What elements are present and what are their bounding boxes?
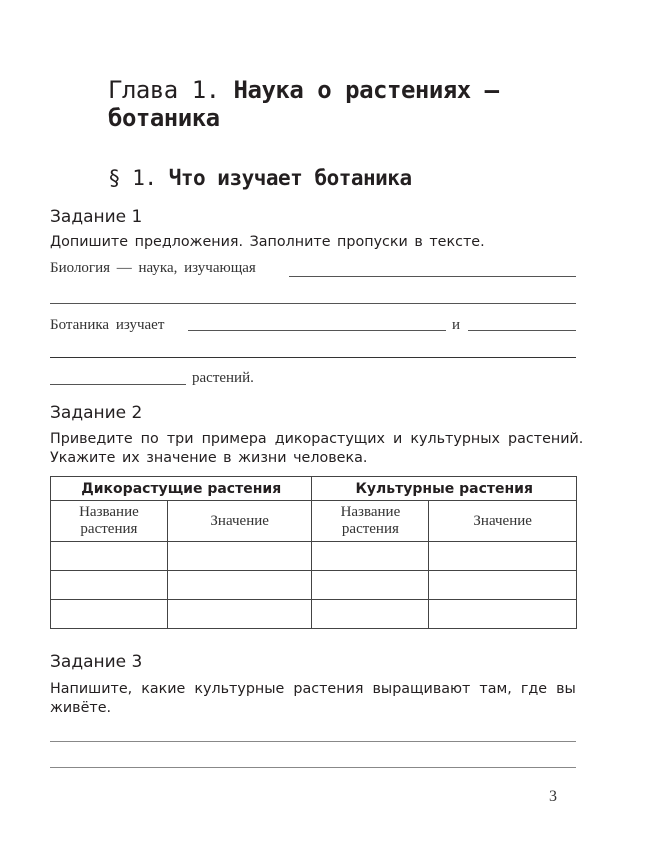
task1-sentence2-start: Ботаника изучает bbox=[50, 317, 165, 333]
table-row bbox=[51, 600, 577, 629]
table-row bbox=[51, 571, 577, 600]
section-title bbox=[108, 166, 412, 190]
page-number: 3 bbox=[549, 788, 557, 805]
column-header-text: Название растения bbox=[79, 504, 139, 537]
answer-line[interactable] bbox=[50, 303, 576, 304]
table-cell[interactable] bbox=[429, 542, 577, 571]
table-cell[interactable] bbox=[51, 542, 168, 571]
column-header bbox=[312, 501, 429, 542]
column-header: Значение bbox=[167, 501, 312, 542]
table-cell[interactable] bbox=[312, 571, 429, 600]
task2-instruction-line1: Приведите по три примера дикорастущих и культурных растений. bbox=[50, 431, 584, 447]
task2-instruction-line2: Укажите их значение в жизни человека. bbox=[50, 450, 368, 466]
answer-line[interactable] bbox=[50, 357, 576, 358]
table-cell[interactable] bbox=[51, 571, 168, 600]
table-column-header-row bbox=[51, 501, 577, 542]
task2-heading: Задание 2 bbox=[50, 403, 143, 423]
task3-instruction-line2: живёте. bbox=[50, 700, 112, 716]
task1-sentence2-end: растений. bbox=[192, 370, 254, 386]
answer-line[interactable] bbox=[468, 330, 576, 331]
task1-sentence1: Биология — наука, изучающая bbox=[50, 260, 256, 276]
task1-sentence2-and: и bbox=[452, 317, 461, 333]
task3-instruction-line1: Напишите, какие культурные растения выращивают там, где вы bbox=[50, 681, 576, 697]
table-cell[interactable] bbox=[167, 571, 312, 600]
chapter-title-line2: ботаника bbox=[108, 104, 220, 132]
column-header: Значение bbox=[429, 501, 577, 542]
table-cell[interactable] bbox=[167, 542, 312, 571]
answer-line[interactable] bbox=[50, 384, 186, 385]
table-group-header-row bbox=[51, 477, 577, 501]
table-row bbox=[51, 542, 577, 571]
task1-heading: Задание 1 bbox=[50, 207, 143, 227]
section-title-text: Что изучает ботаника bbox=[168, 166, 412, 190]
answer-line[interactable] bbox=[50, 767, 576, 768]
answer-line[interactable] bbox=[50, 741, 576, 742]
group-header-wild: Дикорастущие растения bbox=[51, 477, 312, 501]
column-header bbox=[51, 501, 168, 542]
section-prefix: § 1. bbox=[108, 166, 157, 190]
group-header-cultivated: Культурные растения bbox=[312, 477, 577, 501]
table-cell[interactable] bbox=[167, 600, 312, 629]
column-header-text: Название растения bbox=[340, 504, 401, 537]
plants-table bbox=[50, 476, 577, 629]
table-cell[interactable] bbox=[429, 571, 577, 600]
table-cell[interactable] bbox=[51, 600, 168, 629]
chapter-title bbox=[108, 76, 499, 104]
table-cell[interactable] bbox=[429, 600, 577, 629]
table-cell[interactable] bbox=[312, 542, 429, 571]
chapter-prefix: Глава 1. bbox=[108, 76, 220, 104]
chapter-title-line1: Наука о растениях — bbox=[233, 76, 499, 104]
answer-line[interactable] bbox=[188, 330, 446, 331]
table-cell[interactable] bbox=[312, 600, 429, 629]
task3-heading: Задание 3 bbox=[50, 652, 143, 672]
task1-instruction: Допишите предложения. Заполните пропуски в тексте. bbox=[50, 234, 485, 250]
answer-line[interactable] bbox=[289, 276, 576, 277]
